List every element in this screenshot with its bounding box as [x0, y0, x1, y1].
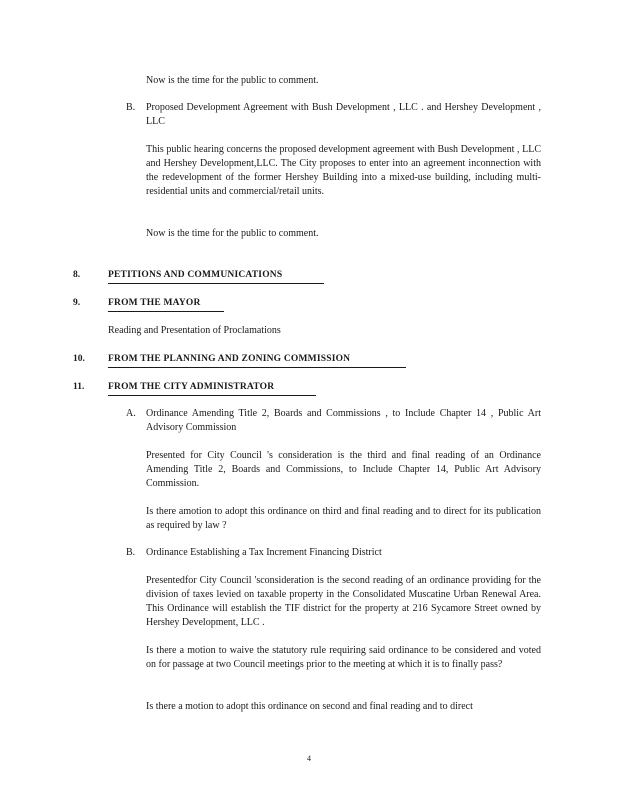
section-number-10: 10. [73, 354, 85, 364]
section-number-8: 8. [73, 270, 81, 280]
item-body-tif-ordinance: Presentedfor City Council 'sconsideration is the second reading of an ordinance providing for the division of taxes levied on taxable property in the Consolidated Muscatine Urban Renewal Area. This Ordinance will establish the TIF district for the property at 216 Sycamore Street owned by Hershey Development, LLC . [146, 575, 541, 628]
proclamations-text: Reading and Presentation of Proclamations [108, 325, 281, 336]
item-question-adopt-ordinance: Is there a motion to adopt this ordinance on second and final reading and to direct [146, 701, 473, 712]
page-number: 4 [307, 754, 311, 763]
section-heading-mayor: FROM THE MAYOR [108, 296, 224, 312]
item-title-public-art-ordinance: Ordinance Amending Title 2, Boards and Commissions , to Include Chapter 14 , Public Art Advisory Commission [146, 408, 541, 433]
item-letter-11b: B. [126, 547, 136, 558]
section-heading-petitions: PETITIONS AND COMMUNICATIONS [108, 268, 324, 284]
item-letter-11a: A. [126, 408, 136, 419]
item-body-development-agreement: This public hearing concerns the proposed development agreement with Bush Development , LLC and Hershey Development,LLC. The City proposes to enter into an agreement inconnection with the redevelopment of the former Hershey Building into a mixed-use building, including multi-residential units and commercial/retail units. [146, 144, 541, 197]
section-heading-city-administrator: FROM THE CITY ADMINISTRATOR [108, 380, 316, 396]
item-letter-7b: B. [126, 102, 136, 113]
item-question-public-art-ordinance: Is there amotion to adopt this ordinance on third and final reading and to direct for its publication as required by law ? [146, 506, 541, 531]
public-comment-text-2: Now is the time for the public to comment. [146, 228, 319, 239]
public-comment-text-1: Now is the time for the public to comment. [146, 75, 319, 86]
item-body-public-art-ordinance: Presented for City Council 's consideration is the third and final reading of an Ordinance Amending Title 2, Boards and Commissions, to Include Chapter 14, Public Art Advisory Commission. [146, 450, 541, 489]
section-number-9: 9. [73, 298, 81, 308]
section-number-11: 11. [73, 382, 85, 392]
item-title-development-agreement: Proposed Development Agreement with Bush Development , LLC . and Hershey Development , LLC [146, 102, 541, 127]
item-question-waive-rule: Is there a motion to waive the statutory rule requiring said ordinance to be considered and voted on for passage at two Council meetings prior to the meeting at which it is to finally pass? [146, 645, 541, 670]
item-title-tif-ordinance: Ordinance Establishing a Tax Increment Financing District [146, 547, 382, 558]
section-heading-planning-zoning: FROM THE PLANNING AND ZONING COMMISSION [108, 352, 406, 368]
